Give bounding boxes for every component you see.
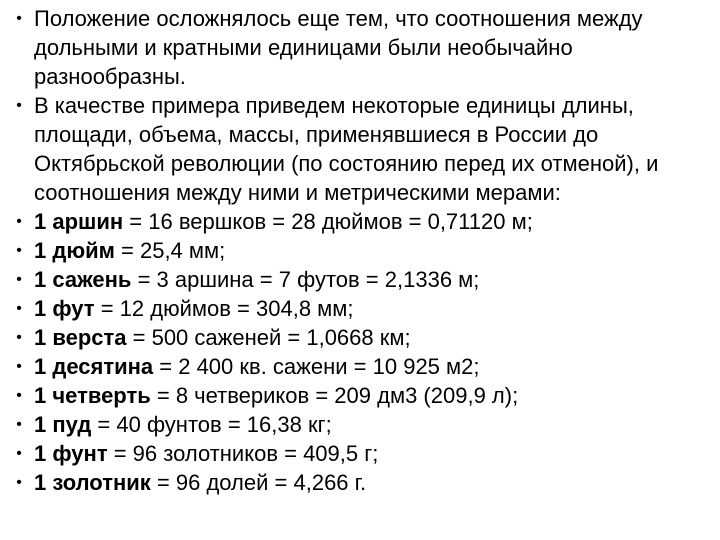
bullet-icon: • [16,329,22,346]
bullet-icon: • [16,97,22,114]
unit-quantity: 1 сажень [34,267,132,292]
bullet-icon: • [16,358,22,375]
unit-quantity: 1 десятина [34,354,154,379]
bullet-icon: • [16,445,22,462]
list-item-unit [12,265,712,294]
unit-quantity: 1 дюйм [34,238,115,263]
list-item-unit [12,439,712,468]
unit-quantity: 1 верста [34,325,127,350]
unit-equivalence: = 40 фунтов = 16,38 кг; [91,412,332,437]
list-item-unit [12,468,712,497]
unit-equivalence: = 12 дюймов = 304,8 мм; [94,296,354,321]
list-item-example [12,91,712,207]
list-item-unit [12,410,712,439]
list-item-unit [12,323,712,352]
paragraph-text: Положение осложнялось еще тем, что соотношения между дольными и кратными единицами были необычайно разнообразны. [34,6,643,89]
bullet-list [12,4,712,497]
unit-quantity: 1 пуд [34,412,92,437]
bullet-icon: • [16,271,22,288]
unit-quantity: 1 фут [34,296,95,321]
unit-quantity: 1 золотник [34,470,151,495]
bullet-icon: • [16,300,22,317]
unit-quantity: 1 четверть [34,383,151,408]
unit-equivalence: = 16 вершков = 28 дюймов = 0,71120 м; [123,209,533,234]
bullet-icon: • [16,416,22,433]
paragraph-text: В качестве примера приведем некоторые единицы длины, площади, объема, массы, применявшиеся в России до Октябрьской революции (по состоянию перед их отменой), и соотношения между ними и метрическими мерами: [34,93,659,205]
bullet-icon: • [16,213,22,230]
unit-equivalence: = 25,4 мм; [114,238,226,263]
unit-equivalence: = 96 долей = 4,266 г. [150,470,367,495]
bullet-icon: • [16,387,22,404]
unit-equivalence: = 2 400 кв. сажени = 10 925 м2; [153,354,480,379]
unit-quantity: 1 аршин [34,209,124,234]
list-item-unit [12,294,712,323]
unit-equivalence: = 96 золотников = 409,5 г; [107,441,379,466]
list-item-unit [12,207,712,236]
list-item-unit [12,352,712,381]
bullet-icon: • [16,10,22,27]
bullet-icon: • [16,242,22,259]
unit-equivalence: = 8 четвериков = 209 дм3 (209,9 л); [150,383,519,408]
unit-equivalence: = 500 саженей = 1,0668 км; [126,325,411,350]
unit-quantity: 1 фунт [34,441,108,466]
list-item-unit [12,381,712,410]
unit-equivalence: = 3 аршина = 7 футов = 2,1336 м; [131,267,480,292]
list-item-intro [12,4,712,91]
list-item-unit [12,236,712,265]
bullet-icon: • [16,474,22,491]
